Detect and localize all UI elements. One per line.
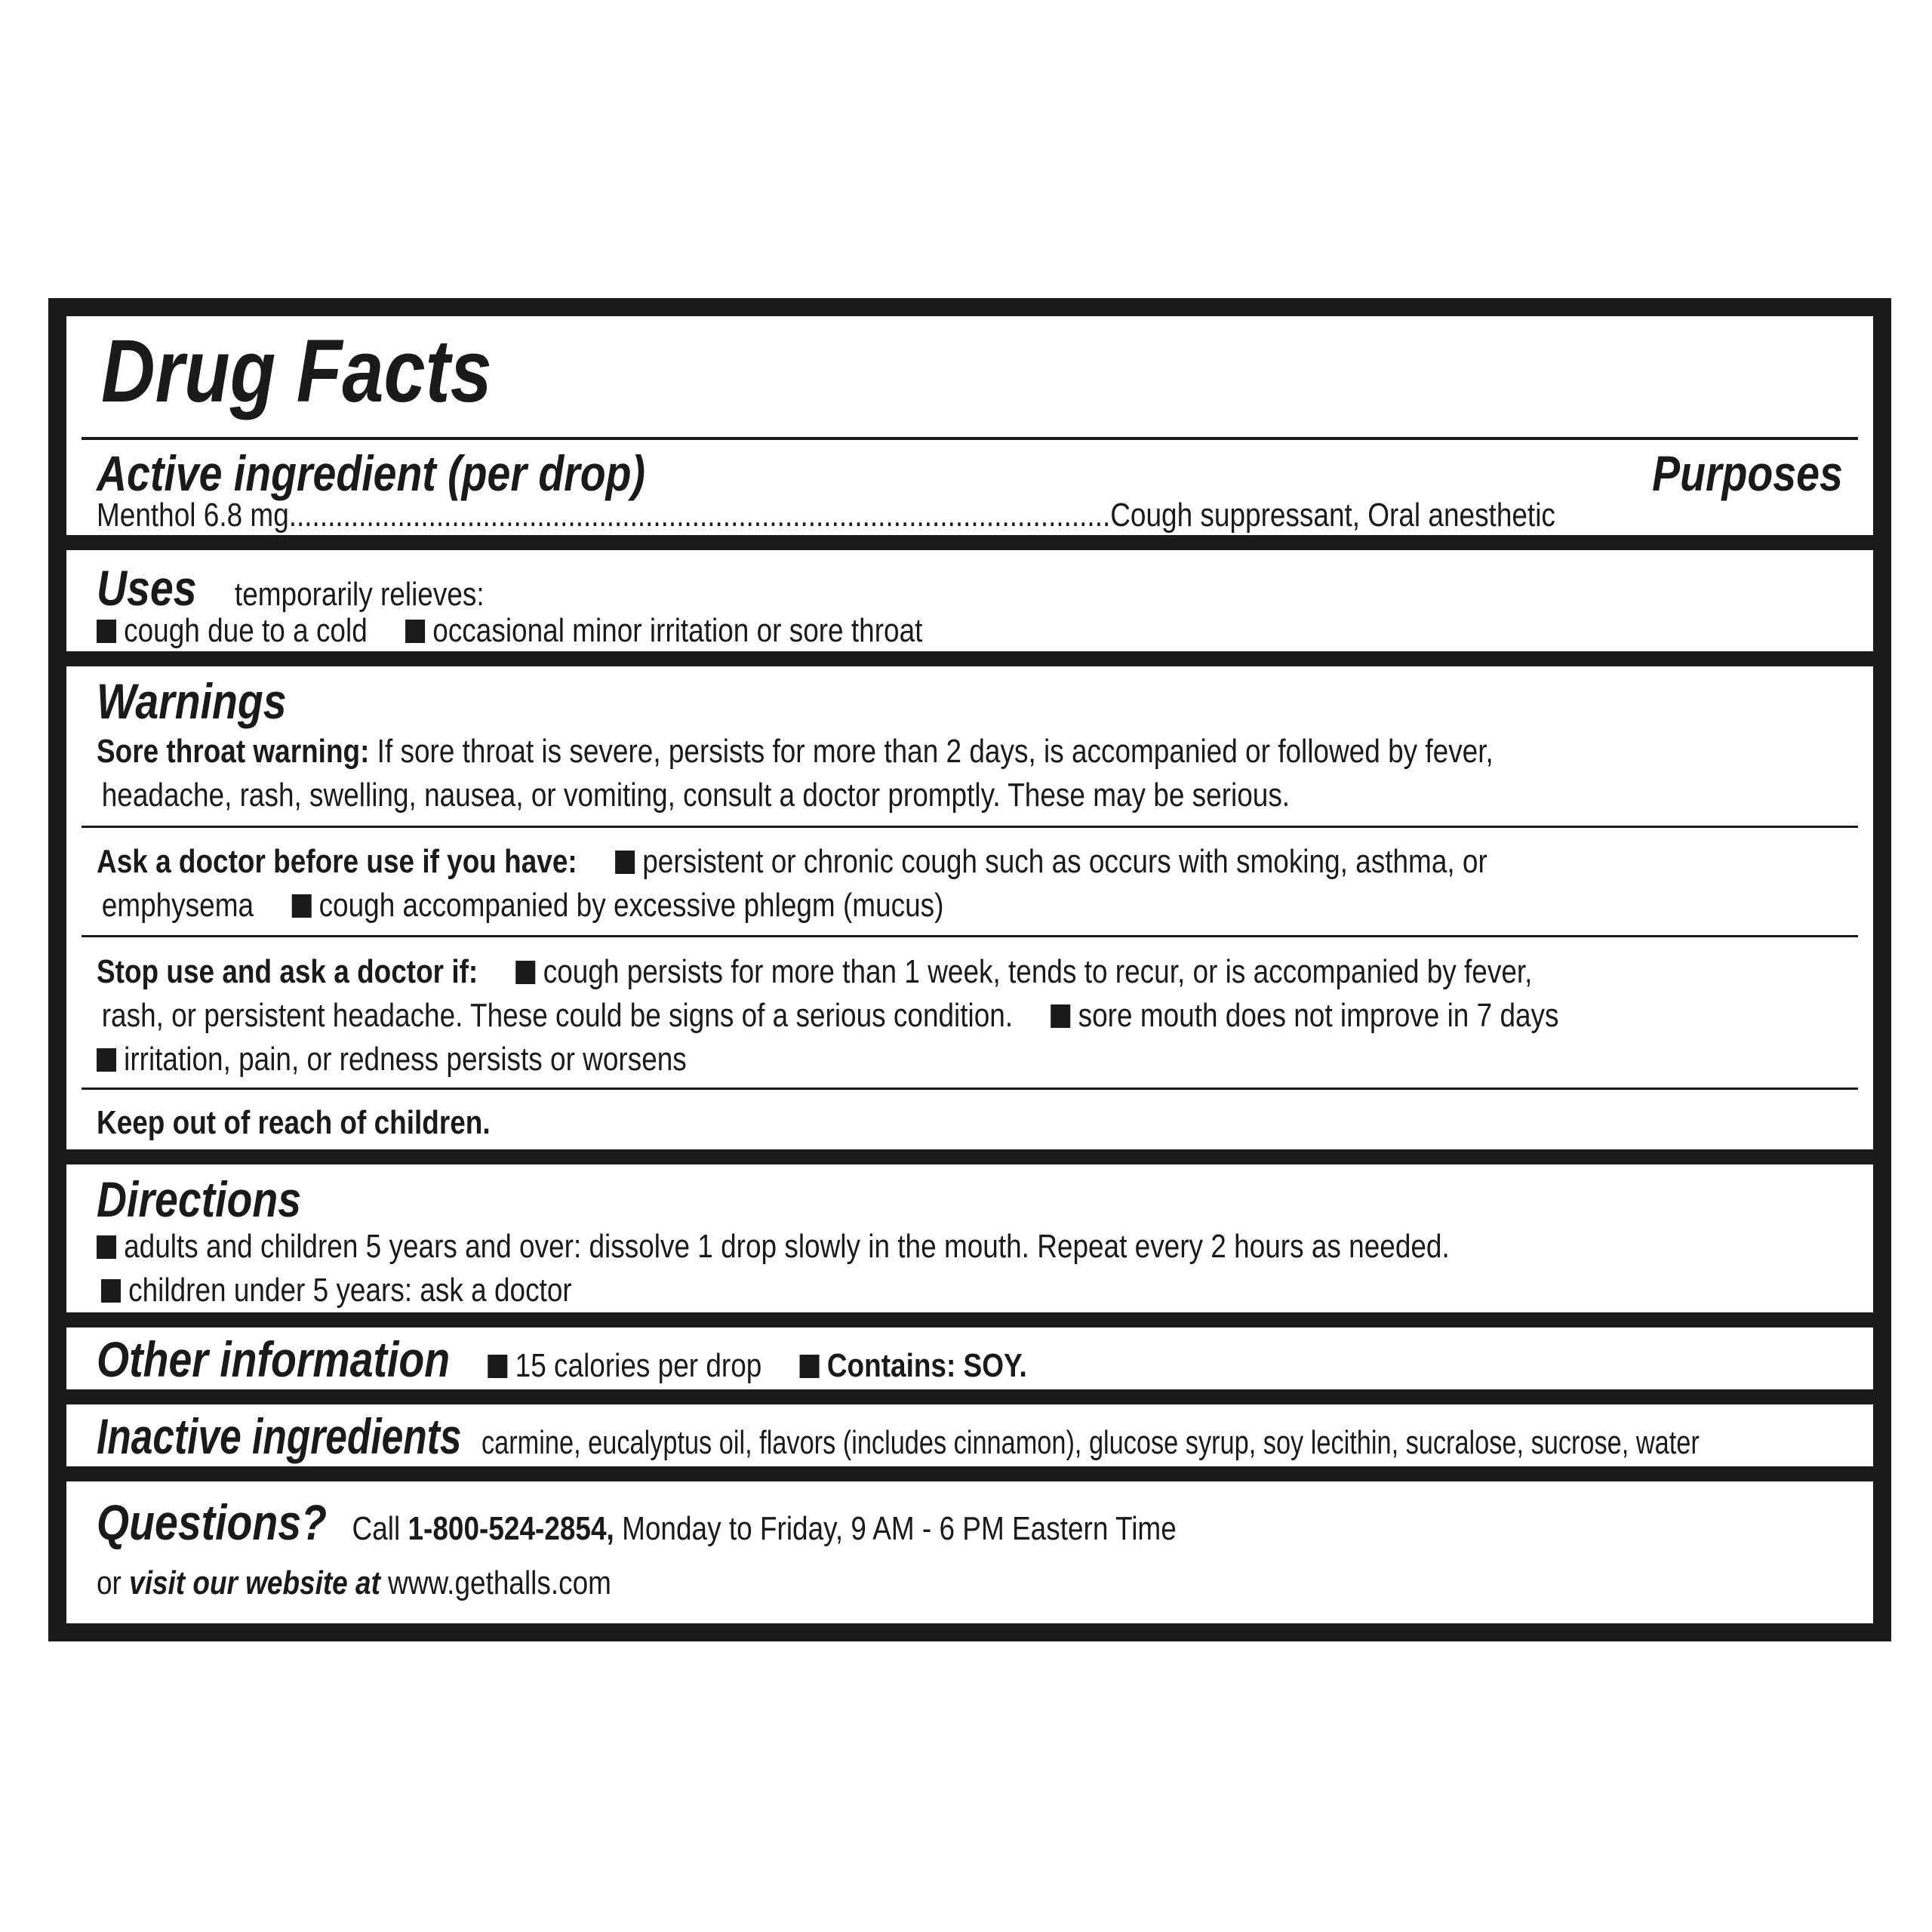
allergen-notice: Contains: SOY.	[826, 1347, 1027, 1384]
hours-text: Monday to Friday, 9 AM - 6 PM Eastern Time	[622, 1510, 1177, 1547]
questions-heading: Questions?	[97, 1494, 327, 1550]
sore-throat-warning-cont: headache, rash, swelling, nausea, or vomiting, consult a doctor promptly. These may be serious.	[101, 777, 1291, 814]
inactive-ingredients-row	[97, 1406, 1700, 1466]
ask-doctor-label: Ask a doctor before use if you have:	[97, 843, 577, 880]
visit-text: visit our website at	[129, 1564, 380, 1601]
bullet-icon	[488, 1355, 508, 1378]
uses-intro: temporarily relieves:	[234, 576, 485, 613]
ask-doctor-row-cont	[97, 884, 943, 928]
ask-doctor-item: persistent or chronic cough such as occurs with smoking, asthma, or	[642, 843, 1487, 880]
phone-number[interactable]: 1-800-524-2854,	[408, 1510, 614, 1547]
directions-item-text: adults and children 5 years and over: dissolve 1 drop slowly in the mouth. Repeat every 2 hours as needed.	[124, 1228, 1450, 1265]
bullet-icon	[800, 1355, 820, 1378]
other-info-item: 15 calories per drop	[515, 1347, 762, 1384]
inactive-ingredients-heading: Inactive ingredients	[97, 1408, 462, 1464]
directions-heading: Directions	[97, 1171, 302, 1227]
ask-doctor-row	[97, 840, 1487, 884]
warnings-section	[66, 666, 1873, 1149]
ask-doctor-item-cont: emphysema	[101, 887, 254, 924]
uses-section	[66, 550, 1873, 651]
page-title: Drug Facts	[101, 321, 492, 421]
active-ingredient-row	[97, 494, 1555, 535]
questions-row	[97, 1492, 1177, 1559]
inactive-ingredients-text: carmine, eucalyptus oil, flavors (includes cinnamon), glucose syrup, soy lecithin, sucralose, sucrose, water	[481, 1424, 1700, 1461]
directions-item-text: children under 5 years: ask a doctor	[128, 1272, 572, 1309]
directions-section	[66, 1164, 1873, 1312]
or-text: or	[97, 1564, 122, 1601]
bullet-icon	[97, 1235, 116, 1259]
uses-item: occasional minor irritation or sore throat	[432, 612, 923, 649]
stop-use-item: cough persists for more than 1 week, tends to recur, or is accompanied by fever,	[543, 953, 1533, 990]
ingredient-purpose: Cough suppressant, Oral anesthetic	[1110, 497, 1555, 534]
website-row	[97, 1561, 611, 1605]
sore-throat-text: If sore throat is severe, persists for more than 2 days, is accompanied or followed by fever,	[369, 733, 1494, 770]
bullet-icon	[97, 620, 116, 643]
drug-facts-panel	[48, 298, 1891, 1641]
active-ingredient-section	[66, 316, 1873, 535]
sore-throat-warning	[97, 730, 1494, 774]
stop-use-item-cont: rash, or persistent headache. These could be signs of a serious condition.	[101, 997, 1014, 1034]
bullet-icon	[291, 894, 311, 918]
questions-section	[66, 1481, 1873, 1623]
warnings-divider	[82, 826, 1858, 828]
ask-doctor-item: cough accompanied by excessive phlegm (mucus)	[318, 887, 944, 924]
sore-throat-label: Sore throat warning:	[97, 733, 370, 770]
uses-item: cough due to a cold	[124, 612, 368, 649]
warnings-divider	[82, 935, 1858, 937]
website-link[interactable]: www.gethalls.com	[388, 1564, 611, 1601]
stop-use-row-cont	[97, 994, 1559, 1038]
keep-out-notice: Keep out of reach of children.	[97, 1104, 491, 1141]
leader-dots: ..........................................................................................................	[288, 497, 1111, 534]
inactive-ingredients-section	[66, 1404, 1873, 1466]
other-info-row	[97, 1329, 1027, 1389]
call-text: Call	[352, 1510, 401, 1547]
stop-use-label: Stop use and ask a doctor if:	[97, 953, 478, 990]
active-ingredient-heading: Active ingredient (per drop)	[97, 445, 645, 501]
bullet-icon	[97, 1048, 116, 1072]
bullet-icon	[516, 961, 536, 984]
bullet-icon	[101, 1279, 121, 1303]
uses-heading: Uses	[97, 560, 197, 616]
title-divider	[82, 437, 1858, 440]
stop-use-row	[97, 950, 1532, 994]
stop-use-row-2	[97, 1038, 687, 1081]
warnings-divider	[82, 1088, 1858, 1090]
other-info-section	[66, 1327, 1873, 1389]
stop-use-item: sore mouth does not improve in 7 days	[1078, 997, 1559, 1034]
bullet-icon	[1051, 1004, 1071, 1028]
uses-items	[97, 609, 922, 651]
purposes-heading: Purposes	[1652, 445, 1843, 501]
directions-item	[97, 1225, 1450, 1269]
bullet-icon	[405, 620, 425, 643]
other-info-heading: Other information	[97, 1331, 451, 1387]
stop-use-item: irritation, pain, or redness persists or worsens	[124, 1041, 687, 1078]
bullet-icon	[615, 851, 635, 874]
ingredient-name: Menthol 6.8 mg	[97, 497, 289, 534]
directions-item	[101, 1269, 572, 1312]
warnings-heading: Warnings	[97, 673, 287, 729]
